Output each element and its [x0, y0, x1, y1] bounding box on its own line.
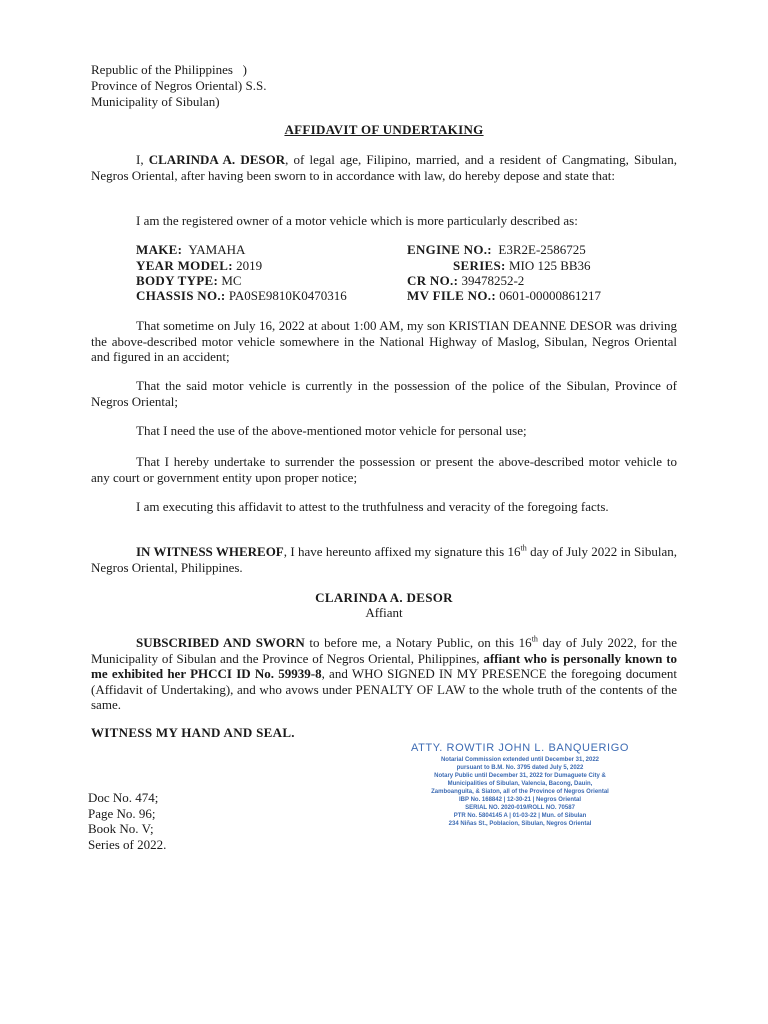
jurat-bold-subscribed: SUBSCRIBED AND SWORN: [136, 635, 305, 650]
series-value: MIO 125 BB36: [508, 258, 591, 273]
owner-statement: I am the registered owner of a motor vehicle which is more particularly described as:: [136, 213, 578, 228]
witness-whereof-sup: th: [520, 543, 527, 553]
notary-ibp: IBP No. 168842 | 12-30-21 | Negros Oriental: [459, 797, 581, 803]
jurat-text1: to before me, a Notary Public, on this 16: [304, 635, 532, 650]
witness-hand-seal: WITNESS MY HAND AND SEAL.: [91, 725, 295, 740]
notary-pursuant: pursuant to B.M. No. 3795 dated July 5, 2022: [456, 765, 584, 771]
engine-value: E3R2E-2586725: [498, 242, 586, 257]
venue-block: [91, 62, 266, 110]
intro-post: , of legal age, Filipino, married, and a resident of Cangmating, Sibulan, Negros Oriental, after having been sworn to in accordance with law, do hereby depose and state that:: [91, 152, 677, 183]
notary-municipalities: Municipalities of Sibulan, Valencia, Bacong, Dauin,: [447, 781, 593, 787]
make-label: MAKE:: [136, 242, 183, 257]
make-value: YAMAHA: [188, 242, 246, 257]
vehicle-make: [136, 242, 245, 258]
notary-municipalities-cont: Zamboanguita, & Siaton, all of the Province of Negros Oriental: [431, 789, 609, 795]
venue-country: Republic of the Philippines ): [91, 62, 247, 77]
vehicle-engine: [407, 242, 586, 258]
book-number: Book No. V;: [88, 821, 154, 836]
doc-number: Doc No. 474;: [88, 790, 159, 805]
notary-name: ATTY. ROWTIR JOHN L. BANQUERIGO: [410, 742, 630, 754]
page-number: Page No. 96;: [88, 805, 156, 821]
notary-serial-roll: SERIAL NO. 2020-019/ROLL NO. 70587: [465, 805, 575, 811]
vehicle-mvfile: [407, 288, 601, 304]
year-value: 2019: [236, 258, 263, 273]
jurat-bold-affiant: affiant who is personally known to me exhibited her PHCCI ID No. 59939-8: [91, 650, 677, 681]
vehicle-series: [453, 258, 591, 274]
venue-province: Province of Negros Oriental) S.S.: [91, 78, 267, 93]
vehicle-chassis: [136, 288, 347, 304]
affiant-name-inline: CLARINDA A. DESOR: [148, 152, 286, 167]
cr-label: CR NO.:: [407, 273, 459, 288]
notarial-register-info: [88, 790, 166, 852]
accident-paragraph: That sometime on July 16, 2022 at about 1:00 AM, my son KRISTIAN DEANNE DESOR was driving the above-described motor vehicle somewhere in the National Highway of Maslog, Sibulan, Negros Oriental and figured in an accident;: [91, 318, 677, 364]
mvfile-value: 0601-00000861217: [499, 288, 602, 303]
jurat-text3: , and WHO SIGNED IN MY PRESENCE the foregoing document (Affidavit of Undertaking), and who avows under PENALTY OF LAW to the whole truth of the contents of the same.: [91, 666, 677, 712]
year-label: YEAR MODEL:: [136, 258, 233, 273]
engine-label: ENGINE NO.:: [407, 242, 492, 257]
vehicle-body: [136, 273, 242, 289]
chassis-value: PA0SE9810K0470316: [228, 288, 347, 303]
vehicle-year: [136, 258, 262, 274]
mvfile-label: MV FILE NO.:: [407, 288, 496, 303]
executing-paragraph: I am executing this affidavit to attest to the truthfulness and veracity of the foregoing facts.: [136, 499, 609, 514]
series-label: SERIES:: [453, 258, 506, 273]
body-value: MC: [221, 273, 242, 288]
vehicle-cr: [407, 273, 524, 289]
jurat-paragraph: [91, 635, 677, 713]
intro-paragraph: [91, 152, 677, 183]
chassis-label: CHASSIS NO.:: [136, 288, 226, 303]
series-year: Series of 2022.: [88, 836, 167, 852]
document-title: AFFIDAVIT OF UNDERTAKING: [284, 122, 484, 137]
possession-paragraph: That the said motor vehicle is currently in the possession of the police of the Sibulan, Province of Negros Oriental;: [91, 378, 677, 409]
notary-address: 234 Niñas St., Poblacion, Sibulan, Negros Oriental: [448, 821, 592, 827]
witness-whereof-paragraph: [91, 544, 677, 575]
affiant-name: CLARINDA A. DESOR: [315, 590, 453, 605]
venue-municipality: Municipality of Sibulan): [91, 94, 220, 109]
cr-value: 39478252-2: [461, 273, 525, 288]
witness-whereof-pre: , I have hereunto affixed my signature this 16: [283, 544, 521, 559]
notary-stamp: [370, 741, 670, 828]
notary-commission: Notarial Commission extended until December 31, 2022: [440, 757, 600, 763]
affiant-role: Affiant: [365, 605, 403, 620]
witness-whereof-post: day of July 2022 in Sibulan, Negros Oriental, Philippines.: [91, 544, 677, 575]
notary-ptr: PTR No. 5804145 A | 01-03-22 | Mun. of Sibulan: [453, 813, 587, 819]
need-paragraph: That I need the use of the above-mentioned motor vehicle for personal use;: [136, 423, 527, 438]
body-label: BODY TYPE:: [136, 273, 219, 288]
undertake-paragraph: That I hereby undertake to surrender the possession or present the above-described motor vehicle to any court or government entity upon proper notice;: [91, 454, 677, 485]
witness-whereof-bold: IN WITNESS WHEREOF: [136, 544, 284, 559]
jurat-sup: th: [531, 634, 538, 644]
notary-public-until: Notary Public until December 31, 2022 for Dumaguete City &: [434, 773, 606, 779]
jurat-text2: day of July 2022, for the Municipality of Sibulan and the Province of Negros Oriental, Philippines,: [91, 635, 678, 666]
intro-pre: I,: [136, 152, 149, 167]
